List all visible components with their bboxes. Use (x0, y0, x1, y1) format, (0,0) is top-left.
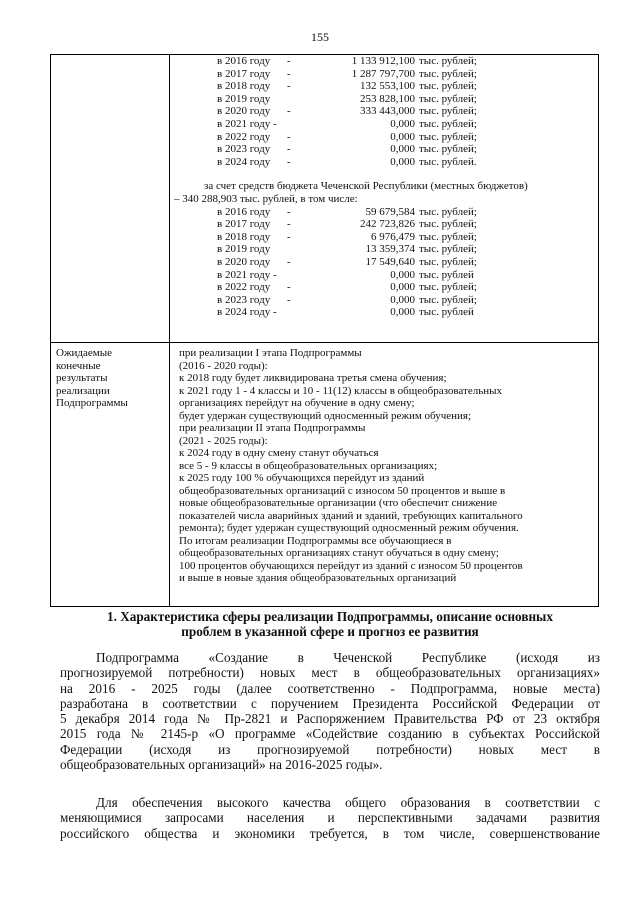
budget-unit: тыс. рублей (419, 268, 474, 281)
budget-unit: тыс. рублей. (419, 155, 477, 168)
budget-value: 253 828,100 (360, 92, 415, 105)
budget-value: 1 133 912,100 (351, 55, 415, 67)
budget-dash: - (287, 281, 291, 294)
budget-year-row (174, 294, 596, 307)
table-row-divider (51, 342, 598, 343)
budget-year-row (174, 131, 596, 144)
budget-value: 0,000 (390, 130, 415, 143)
regional-budget-header: за счет средств бюджета Чеченской Республики (местных бюджетов) (204, 180, 528, 193)
budget-value: 0,000 (390, 155, 415, 168)
section-heading-line: проблем в указанной сфере и прогноз ее развития (181, 624, 479, 639)
budget-value: 333 443,000 (360, 105, 415, 118)
results-label-line: реализации (56, 384, 110, 397)
page-number: 155 (311, 30, 329, 44)
budget-year: в 2021 году - (217, 117, 277, 130)
paragraph-line: меняющимися запросами населения и перспективными задачами развития (60, 810, 600, 826)
results-line: новые общеобразовательные организации (что обеспечит снижение (179, 497, 498, 509)
budget-dash: - (287, 155, 291, 168)
paragraph-line: прогнозируемой потребности) новых мест в общеобразовательных организациях» (60, 665, 600, 681)
budget-year: в 2020 году (217, 105, 271, 118)
table-column-divider (169, 55, 170, 606)
results-line: ремонта); будет удержан существующий односменный режим обучения. (179, 522, 519, 534)
budget-year: в 2017 году (217, 67, 271, 80)
budget-year: в 2023 году (217, 143, 271, 156)
budget-dash: - (287, 143, 291, 156)
budget-unit: тыс. рублей; (419, 80, 477, 93)
results-line: показателей числа аварийных зданий и зданий, требующих капитального (179, 509, 523, 522)
results-line: (2016 - 2020 годы): (179, 359, 268, 372)
results-label-line: Подпрограммы (56, 397, 128, 410)
budget-year-row (174, 256, 596, 269)
budget-year: в 2018 году (217, 80, 271, 93)
budget-unit: тыс. рублей; (419, 105, 477, 118)
budget-year-row (174, 80, 596, 93)
budget-value: 0,000 (390, 281, 415, 294)
results-line: при реализации I этапа Подпрограммы (179, 347, 362, 359)
paragraph-line: 2015 года № 2145-р «О программе «Содействие созданию в субъектах Российской (60, 726, 600, 742)
budget-value: 0,000 (390, 117, 415, 130)
section-heading (60, 609, 600, 639)
results-line: к 2024 году в одну смену станут обучаться (179, 447, 379, 459)
budget-value: 59 679,584 (365, 205, 415, 218)
budget-value: 17 549,640 (365, 255, 415, 268)
budget-unit: тыс. рублей; (419, 55, 477, 67)
budget-year-row (174, 306, 596, 319)
budget-value: 1 287 797,700 (351, 67, 415, 80)
budget-dash: - (287, 255, 291, 268)
budget-value: 0,000 (390, 268, 415, 281)
federal-budget-list (174, 55, 596, 168)
budget-year: в 2017 году (217, 218, 271, 231)
paragraph-line: Для обеспечения высокого качества общего образования в соответствии с (96, 795, 600, 810)
budget-unit: тыс. рублей; (419, 243, 477, 256)
budget-year: в 2023 году (217, 293, 271, 306)
budget-year: в 2016 году (217, 205, 271, 218)
paragraph-line: 5 декабря 2014 года № Пр-2821 и Распоряжением Правительства РФ от 23 октября (60, 711, 600, 727)
paragraph-line: общеобразовательных организаций» на 2016-2025 годы». (60, 757, 383, 773)
budget-dash: - (287, 80, 291, 93)
budget-dash: - (287, 105, 291, 118)
budget-value: 13 359,374 (365, 243, 415, 256)
paragraph-line: Федерации (исходя из прогнозируемой потребности) новых мест в (60, 741, 600, 757)
budget-year-row (174, 105, 596, 118)
budget-dash: - (287, 205, 291, 218)
paragraph-line: разработана в соответствии с поручением Президента Российской Федерации от (60, 695, 600, 711)
budget-year-row (174, 93, 596, 106)
budget-unit: тыс. рублей; (419, 130, 477, 143)
budget-unit: тыс. рублей; (419, 230, 477, 243)
results-line: общеобразовательных организациях станут обучаться в одну смену; (179, 547, 499, 559)
budget-dash: - (287, 230, 291, 243)
budget-year-row (174, 143, 596, 156)
results-line: все 5 - 9 классы в общеобразовательных организациях; (179, 459, 438, 472)
budget-unit: тыс. рублей; (419, 205, 477, 218)
results-cell (179, 347, 596, 585)
budget-year-row (174, 118, 596, 131)
budget-year: в 2021 году - (217, 268, 277, 281)
paragraph-line: Подпрограмма «Создание в Чеченской Республике (исходя из (96, 650, 600, 665)
budget-value: 132 553,100 (360, 80, 415, 93)
budget-year: в 2020 году (217, 255, 271, 268)
passport-table (50, 54, 599, 607)
budget-year-row (174, 218, 596, 231)
results-line: 100 процентов обучающихся перейдут из зданий с износом 50 процентов (179, 559, 523, 572)
budget-year-row (174, 68, 596, 81)
paragraph-2 (60, 795, 600, 841)
budget-year-row (174, 281, 596, 294)
budget-year: в 2016 году (217, 55, 271, 67)
budget-unit: тыс. рублей; (419, 143, 477, 156)
budget-year: в 2022 году (217, 281, 271, 294)
budget-value: 6 976,479 (371, 230, 415, 243)
results-label-cell (56, 347, 166, 410)
budget-year: в 2024 году - (217, 306, 277, 319)
budget-year: в 2019 году (217, 243, 271, 256)
results-line: к 2025 году 100 % обучающихся перейдут из зданий (179, 472, 425, 484)
paragraph-line: российского общества и экономики требуется, в том числе, совершенствование (60, 825, 600, 841)
budget-dash: - (287, 218, 291, 231)
budget-unit: тыс. рублей; (419, 92, 477, 105)
budget-value: 242 723,826 (360, 218, 415, 231)
budget-unit: тыс. рублей; (419, 293, 477, 306)
budget-year-row (174, 231, 596, 244)
budget-unit: тыс. рублей (419, 306, 474, 319)
funding-cell (174, 55, 596, 319)
budget-dash: - (287, 130, 291, 143)
results-label-line: конечные (56, 359, 101, 372)
results-line: при реализации II этапа Подпрограммы (179, 422, 366, 434)
budget-year-row (174, 269, 596, 282)
budget-year: в 2018 году (217, 230, 271, 243)
section-heading-line: 1. Характеристика сферы реализации Подпрограммы, описание основных (107, 609, 553, 624)
budget-year-row (174, 243, 596, 256)
budget-year: в 2024 году (217, 155, 271, 168)
results-line: По итогам реализации Подпрограммы все обучающиеся в (179, 534, 452, 547)
budget-year-row (174, 55, 596, 68)
budget-year-row (174, 206, 596, 219)
results-line: к 2018 году будет ликвидирована третья смена обучения; (179, 372, 447, 384)
budget-unit: тыс. рублей; (419, 67, 477, 80)
budget-unit: тыс. рублей; (419, 117, 477, 130)
budget-dash: - (287, 293, 291, 306)
results-label-line: результаты (56, 372, 108, 385)
paragraph-1 (60, 650, 600, 772)
results-line: к 2021 году 1 - 4 классы и 10 - 11(12) классы в общеобразовательных (179, 384, 503, 397)
paragraph-line: на 2016 - 2025 годы (далее соответственно - Подпрограмма, новые места) (60, 680, 600, 696)
results-line: организациях перейдут на обучение в одну смену; (179, 397, 415, 409)
budget-dash: - (287, 67, 291, 80)
budget-value: 0,000 (390, 306, 415, 319)
budget-unit: тыс. рублей; (419, 218, 477, 231)
results-line: (2021 - 2025 годы): (179, 434, 268, 447)
regional-budget-list (174, 206, 596, 319)
budget-value: 0,000 (390, 293, 415, 306)
results-line: и выше в новые здания общеобразовательных организаций (179, 572, 457, 584)
regional-budget-total: – 340 288,903 тыс. рублей, в том числе: (174, 192, 358, 205)
budget-year: в 2019 году (217, 92, 271, 105)
budget-year-row (174, 156, 596, 169)
budget-value: 0,000 (390, 143, 415, 156)
results-label-line: Ожидаемые (56, 347, 113, 359)
budget-unit: тыс. рублей; (419, 281, 477, 294)
budget-dash: - (287, 55, 291, 67)
budget-year: в 2022 году (217, 130, 271, 143)
budget-unit: тыс. рублей; (419, 255, 477, 268)
results-line: будет удержан существующий односменный режим обучения; (179, 409, 472, 422)
results-line: общеобразовательных организаций с износом 50 процентов и выше в (179, 484, 506, 497)
